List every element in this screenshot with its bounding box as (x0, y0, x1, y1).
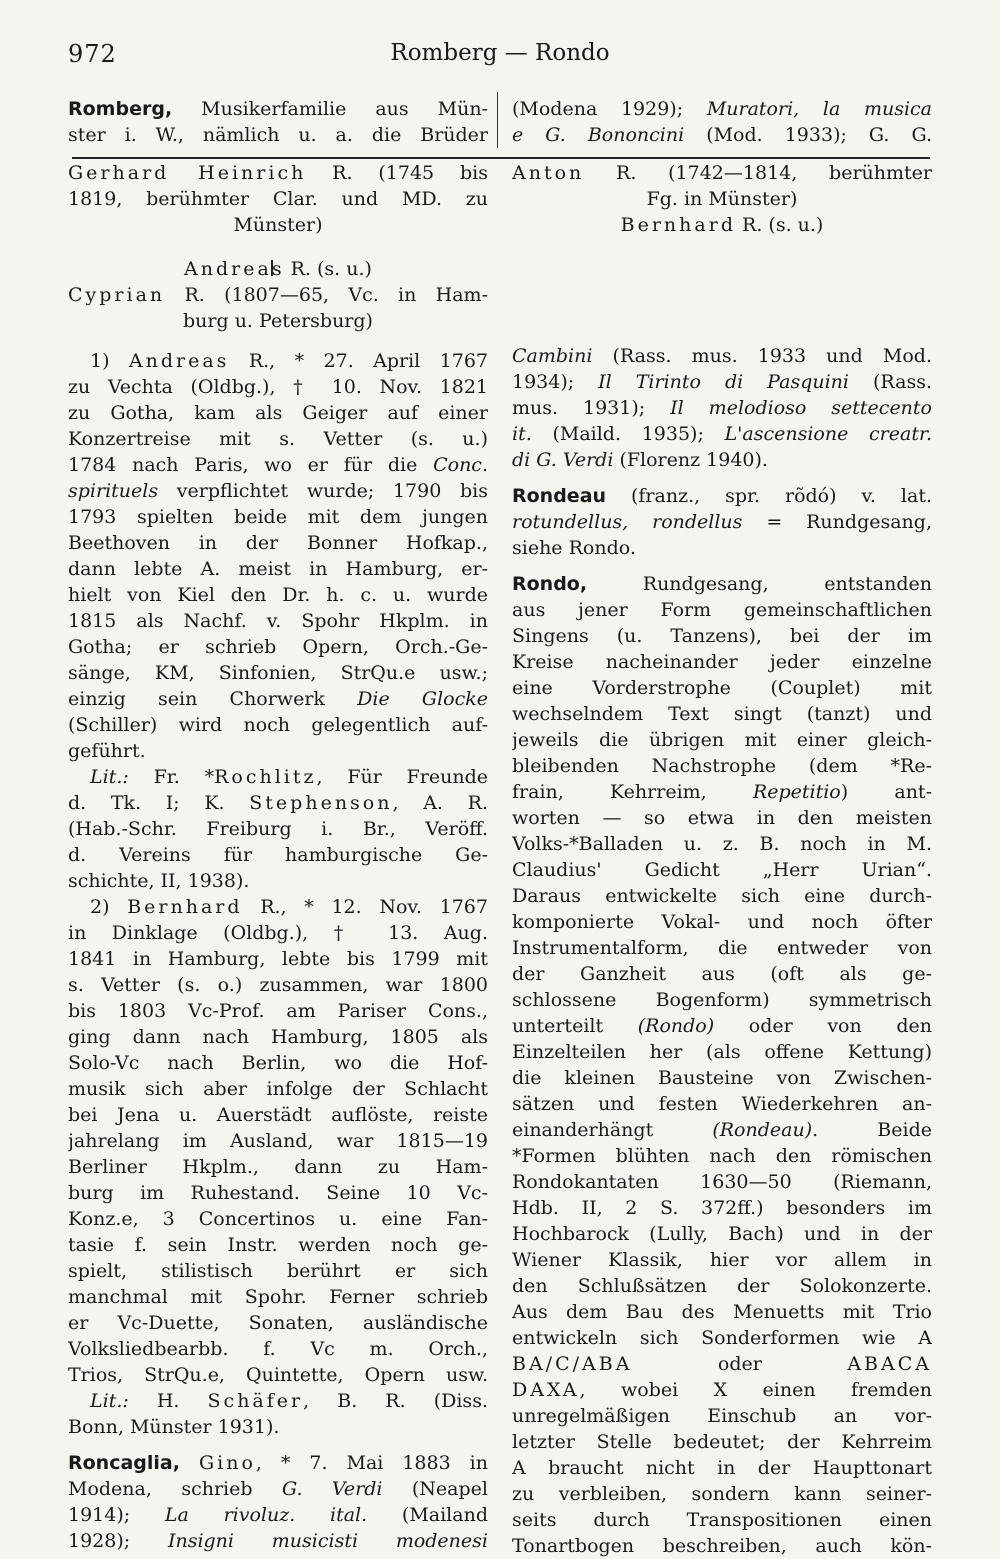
spaced-name: Bernhard (127, 896, 243, 918)
text-run: eine Vorderstrophe (Couplet) mit (512, 677, 932, 699)
spacer (68, 334, 488, 348)
text-line (512, 1533, 932, 1559)
text-line (512, 935, 932, 961)
text-line (512, 160, 932, 186)
italic-title: (Rondeau) (712, 1119, 813, 1141)
text-run: , B. R. (Diss. (303, 1390, 488, 1412)
text-line (68, 1284, 488, 1310)
text-run: die kleinen Bausteine von Zwischen- (512, 1067, 932, 1089)
text-line (68, 256, 488, 282)
text-line (68, 160, 488, 186)
text-run: dann lebte A. meist in Hamburg, er- (68, 558, 488, 580)
text-run: burg u. Petersburg) (183, 310, 373, 332)
text-run: 1793 spielten beide mit dem jungen (68, 506, 488, 528)
text-line (68, 1388, 488, 1414)
text-run: der Ganzheit aus (oft als ge- (512, 963, 932, 985)
text-run: ster i. W., nämlich u. a. die Brüder (68, 124, 488, 146)
text-run: jeweils die übrigen mit einer gleich- (512, 729, 932, 751)
spaced-name: BA/C/ABA (512, 1353, 633, 1375)
italic-title: Conc. (433, 454, 488, 476)
text-line (512, 571, 932, 597)
text-run: schichte, II, 1938). (68, 870, 250, 892)
text-line (512, 1455, 932, 1481)
text-run: ging dann nach Hamburg, 1805 als (68, 1026, 488, 1048)
text-line (68, 1336, 488, 1362)
text-run: R. (s. u.) (284, 258, 372, 280)
text-run: Berliner Hkplm., dann zu Ham- (68, 1156, 488, 1178)
text-run: Fg. in Münster) (646, 188, 798, 210)
spaced-name: Andreas (184, 258, 285, 280)
italic-title: La rivoluz. ital. (164, 1504, 368, 1526)
text-run: (franz., spr. rõdó) v. lat. (606, 485, 932, 507)
text-line (68, 556, 488, 582)
text-line (512, 1169, 932, 1195)
italic-title: Insigni musicisti modenesi (167, 1530, 488, 1552)
text-run: Modena, schrieb (68, 1478, 282, 1500)
text-line (68, 920, 488, 946)
text-line (512, 1325, 932, 1351)
text-line (68, 1024, 488, 1050)
italic-title: Cambini (512, 345, 593, 367)
text-run: oder (632, 1353, 848, 1375)
left-column (68, 96, 488, 1554)
spaced-name: DAXA (512, 1379, 580, 1401)
italic-title: Lit.: (90, 1390, 129, 1412)
text-line (68, 738, 488, 764)
entry-headword: Romberg, (68, 98, 173, 120)
text-line (512, 831, 932, 857)
text-line (512, 122, 932, 148)
text-run: , A. R. (392, 792, 488, 814)
text-run: (Schiller) wird noch gelegentlich auf- (68, 714, 488, 736)
spaced-name: Rochlitz (214, 766, 317, 788)
text-line (512, 1143, 932, 1169)
text-line (68, 348, 488, 374)
text-run: Daraus entwickelte sich eine durch- (512, 885, 932, 907)
text-run: Beethoven in der Bonner Hofkap., (68, 532, 488, 554)
text-line (68, 1154, 488, 1180)
spaced-name: Anton (512, 162, 585, 184)
text-run: musik sich aber infolge der Schlacht (68, 1078, 488, 1100)
italic-title: G. Verdi (281, 1478, 383, 1500)
text-line (68, 660, 488, 686)
text-run: . Beide (812, 1119, 932, 1141)
text-line (512, 1351, 932, 1377)
spaced-name: Cyprian (68, 284, 166, 306)
text-line (512, 701, 932, 727)
text-run: tasie f. sein Instr. werden noch ge- (68, 1234, 488, 1256)
text-run: unterteilt (512, 1015, 638, 1037)
text-run: 1841 in Hamburg, lebte bis 1799 mit (68, 948, 488, 970)
text-run: R. (1745 bis (306, 162, 488, 184)
italic-title: it. (512, 423, 532, 445)
text-line (512, 1377, 932, 1403)
right-column (512, 343, 932, 1559)
text-line (68, 452, 488, 478)
text-run: Konz.e, 3 Concertinos u. eine Fan- (68, 1208, 488, 1230)
text-run: H. (128, 1390, 208, 1412)
text-line (512, 987, 932, 1013)
spacer (512, 148, 932, 160)
text-line (68, 1050, 488, 1076)
spacer (512, 561, 932, 571)
text-run: den Schlußsätzen der Solokonzerte. (512, 1275, 932, 1297)
text-run: (Neapel (382, 1478, 488, 1500)
text-line (512, 779, 932, 805)
text-run: bei Jena u. Auerstädt auflöste, reiste (68, 1104, 488, 1126)
text-run: ) ant- (840, 781, 932, 803)
text-line (512, 961, 932, 987)
text-line (68, 1076, 488, 1102)
text-run: R. (1742—1814, berühmter (584, 162, 932, 184)
spacer (68, 1440, 488, 1450)
text-run: 2) (90, 896, 128, 918)
text-line (68, 1528, 488, 1554)
page-number: 972 (68, 40, 117, 68)
text-run: *Formen blühten nach den römischen (512, 1145, 932, 1167)
text-line (68, 868, 488, 894)
text-run: Singens (u. Tanzens), bei der im (512, 625, 932, 647)
text-line (512, 483, 932, 509)
text-run: er Vc-Duette, Sonaten, ausländische (68, 1312, 488, 1334)
text-run: seits durch Transpositionen einen (512, 1509, 932, 1531)
text-line (512, 1065, 932, 1091)
text-line (512, 857, 932, 883)
text-run: hielt von Kiel den Dr. h. c. u. wurde (68, 584, 488, 606)
text-run: Volksliedbearbb. f. Vc m. Orch., (68, 1338, 488, 1360)
text-line (68, 212, 488, 238)
text-run: worten — so etwa in den meisten (512, 807, 932, 829)
text-line (68, 686, 488, 712)
text-line (512, 535, 932, 561)
text-run: = Rundgesang, (742, 511, 932, 533)
text-line (512, 1013, 932, 1039)
italic-title: spirituels (68, 480, 159, 502)
spaced-name: Bernhard (620, 214, 736, 236)
text-line (68, 374, 488, 400)
text-line (68, 282, 488, 308)
text-line (512, 186, 932, 212)
text-line (68, 946, 488, 972)
text-run: Rondokantaten 1630—50 (Riemann, (512, 1171, 932, 1193)
text-line (68, 582, 488, 608)
text-line (68, 634, 488, 660)
text-run: Hdb. II, 2 S. 372ff.) besonders im (512, 1197, 932, 1219)
text-run: 1934); (512, 371, 599, 393)
text-run: oder von den (714, 1015, 932, 1037)
text-run: siehe Rondo. (512, 537, 636, 559)
text-line (512, 727, 932, 753)
text-run: schlossene Bogenform) symmetrisch (512, 989, 932, 1011)
text-run: verpflichtet wurde; 1790 bis (158, 480, 488, 502)
text-run: Tonartbogen beschreiben, auch kön- (512, 1535, 932, 1557)
text-line (512, 675, 932, 701)
text-line (68, 1102, 488, 1128)
text-line (512, 1429, 932, 1455)
spaced-name: Stephenson (249, 792, 393, 814)
text-line (68, 308, 488, 334)
italic-title: Lit.: (90, 766, 129, 788)
entry-headword: Rondo, (512, 573, 588, 595)
text-line (512, 343, 932, 369)
text-run: manchmal mit Spohr. Ferner schrieb (68, 1286, 488, 1308)
spaced-name: ABACA (847, 1353, 932, 1375)
italic-title: Die Glocke (357, 688, 488, 710)
text-run: 1784 nach Paris, wo er für die (68, 454, 434, 476)
spacer (512, 473, 932, 483)
text-line (512, 1195, 932, 1221)
text-line (512, 623, 932, 649)
text-line (68, 1450, 488, 1476)
text-run: (Hab.-Schr. Freiburg i. Br., Veröff. (68, 818, 488, 840)
text-line (68, 478, 488, 504)
text-line (68, 1258, 488, 1284)
text-line (512, 447, 932, 473)
text-run: Instrumentalform, die entweder von (512, 937, 932, 959)
text-line (512, 1299, 932, 1325)
text-line (512, 1247, 932, 1273)
text-run: (Florenz 1940). (613, 449, 768, 471)
text-run: geführt. (68, 740, 146, 762)
text-run: frain, Kehrreim, (512, 781, 753, 803)
text-line (68, 504, 488, 530)
text-run: d. Vereins für hamburgische Ge- (68, 844, 488, 866)
italic-title: Il Tirinto di Pasquini (598, 371, 849, 393)
text-run: Fr. * (128, 766, 215, 788)
text-line (68, 790, 488, 816)
text-line (68, 122, 488, 148)
spaced-name: Schäfer (207, 1390, 304, 1412)
text-run: d. Tk. I; K. (68, 792, 250, 814)
text-run: zu verbleiben, sondern kann seiner- (512, 1483, 932, 1505)
text-run: (Mailand (367, 1504, 488, 1526)
text-run: Münster) (233, 214, 323, 236)
text-line (512, 909, 932, 935)
text-line (512, 1507, 932, 1533)
text-run: zu Gotha, kam als Geiger auf einer (68, 402, 488, 424)
text-run: in Dinklage (Oldbg.), † 13. Aug. (68, 922, 488, 944)
text-line (68, 816, 488, 842)
text-run: 1815 als Nachf. v. Spohr Hkplm. in (68, 610, 488, 632)
text-line (68, 1414, 488, 1440)
text-run: zu Vechta (Oldbg.), † 10. Nov. 1821 (68, 376, 488, 398)
text-line (68, 1362, 488, 1388)
text-line (68, 186, 488, 212)
text-line (512, 649, 932, 675)
text-line (68, 1128, 488, 1154)
italic-title: rotundellus, rondellus (512, 511, 743, 533)
text-line (68, 1310, 488, 1336)
italic-title: Muratori, la musica (706, 98, 932, 120)
text-run: 1) (90, 350, 129, 372)
text-line (68, 764, 488, 790)
text-run: , Für Freunde (316, 766, 488, 788)
entry-headword: Rondeau (512, 485, 607, 507)
spacer (68, 148, 488, 160)
text-line (512, 509, 932, 535)
text-run: Aus dem Bau des Menuetts mit Trio (512, 1301, 932, 1323)
text-run: Wiener Klassik, hier vor allem in (512, 1249, 932, 1271)
italic-title: Repetitio (752, 781, 841, 803)
text-line (512, 753, 932, 779)
text-run: R. (s. u.) (735, 214, 824, 236)
italic-title: Il melodioso settecento (670, 397, 932, 419)
spacer (68, 238, 488, 256)
text-run: aus jener Form gemeinschaftlichen (512, 599, 932, 621)
text-line (512, 1039, 932, 1065)
text-run: (Rass. (848, 371, 932, 393)
italic-title: di G. Verdi (512, 449, 614, 471)
text-run: burg im Ruhestand. Seine 10 Vc- (68, 1182, 488, 1204)
italic-title: (Rondo) (637, 1015, 715, 1037)
text-run: 1928); (68, 1530, 168, 1552)
text-run: (Mod. 1933); G. G. (684, 124, 932, 146)
text-run: Trios, StrQu.e, Quintette, Opern usw. (68, 1364, 488, 1386)
text-run: Kreise nacheinander jeder einzelne (512, 651, 932, 673)
text-line (68, 1502, 488, 1528)
text-line (68, 1180, 488, 1206)
italic-title: L'ascensione creatr. (724, 423, 932, 445)
entry-headword: Roncaglia, (68, 1452, 180, 1474)
text-line (512, 1403, 932, 1429)
text-run: Einzelteilen her (als offene Kettung) (512, 1041, 932, 1063)
spaced-name: Gerhard Heinrich (68, 162, 307, 184)
text-run: wechselndem Text singt (tanzt) und (512, 703, 932, 725)
text-line (68, 1206, 488, 1232)
text-line (68, 400, 488, 426)
text-line (68, 1476, 488, 1502)
text-run: Hochbarock (Lully, Bach) und in der (512, 1223, 932, 1245)
text-line (68, 712, 488, 738)
text-run: Claudius' Gedicht „Herr Urian“. (512, 859, 932, 881)
text-line (512, 369, 932, 395)
text-line (512, 421, 932, 447)
text-line (68, 608, 488, 634)
text-run: R., * 12. Nov. 1767 (242, 896, 488, 918)
text-line (68, 96, 488, 122)
text-run: s. Vetter (s. o.) zusammen, war 1800 (68, 974, 488, 996)
text-run: sätzen und festen Wiederkehren an- (512, 1093, 932, 1115)
text-run: 1819, berühmter Clar. und MD. zu (68, 188, 488, 210)
text-run: Rundgesang, entstanden (587, 573, 932, 595)
text-run: , * 7. Mai 1883 in (255, 1452, 488, 1474)
text-line (512, 1221, 932, 1247)
text-run: R. (1807—65, Vc. in Ham- (165, 284, 488, 306)
text-run: bleibenden Nachstrophe (dem *Re- (512, 755, 932, 777)
column-divider-top (497, 92, 498, 148)
text-line (512, 597, 932, 623)
text-line (512, 1117, 932, 1143)
text-run: , wobei X einen fremden (579, 1379, 932, 1401)
running-head: Romberg — Rondo (390, 40, 610, 66)
text-run (180, 1452, 199, 1474)
text-run: Musikerfamilie aus Mün- (172, 98, 488, 120)
text-run: Gotha; er schrieb Opern, Orch.-Ge- (68, 636, 488, 658)
text-run: (Rass. mus. 1933 und Mod. (592, 345, 932, 367)
text-line (68, 530, 488, 556)
text-run: letzter Stelle bedeutet; der Kehrreim (512, 1431, 932, 1453)
italic-title: e G. Bononcini (512, 124, 685, 146)
text-line (68, 426, 488, 452)
text-line (512, 395, 932, 421)
text-line (512, 883, 932, 909)
text-line (512, 1273, 932, 1299)
text-run: einanderhängt (512, 1119, 713, 1141)
text-run: R., * 27. April 1767 (229, 350, 488, 372)
text-line (512, 96, 932, 122)
text-run: sänge, KM, Sinfonien, StrQu.e usw.; (68, 662, 488, 684)
spaced-name: Andreas (128, 350, 230, 372)
text-run: Volks-*Balladen u. z. B. noch in M. (512, 833, 932, 855)
text-run: A braucht nicht in der Haupttonart (512, 1457, 932, 1479)
text-run: komponierte Vokal- und noch öfter (512, 911, 932, 933)
spaced-name: Gino (198, 1452, 256, 1474)
text-run: mus. 1931); (512, 397, 671, 419)
text-line (68, 894, 488, 920)
text-run: Bonn, Münster 1931). (68, 1416, 280, 1438)
text-run: Solo-Vc nach Berlin, wo die Hof- (68, 1052, 488, 1074)
text-line (68, 842, 488, 868)
text-line (512, 1481, 932, 1507)
text-run: 1914); (68, 1504, 165, 1526)
text-run: entwickeln sich Sonderformen wie A (512, 1327, 932, 1349)
right-column-top (512, 96, 932, 238)
text-line (512, 212, 932, 238)
text-run: einzig sein Chorwerk (68, 688, 358, 710)
text-line (68, 998, 488, 1024)
text-run: bis 1803 Vc-Prof. am Pariser Cons., (68, 1000, 488, 1022)
text-run: (Maild. 1935); (531, 423, 725, 445)
text-run: Konzertreise mit s. Vetter (s. u.) (68, 428, 488, 450)
text-line (512, 805, 932, 831)
text-line (512, 1091, 932, 1117)
text-run: spielt, stilistisch berührt er sich (68, 1260, 488, 1282)
text-line (68, 972, 488, 998)
text-run: jahrelang im Ausland, war 1815—19 (68, 1130, 488, 1152)
text-run: unregelmäßigen Einschub an vor- (512, 1405, 932, 1427)
text-line (68, 1232, 488, 1258)
text-run: (Modena 1929); (512, 98, 707, 120)
